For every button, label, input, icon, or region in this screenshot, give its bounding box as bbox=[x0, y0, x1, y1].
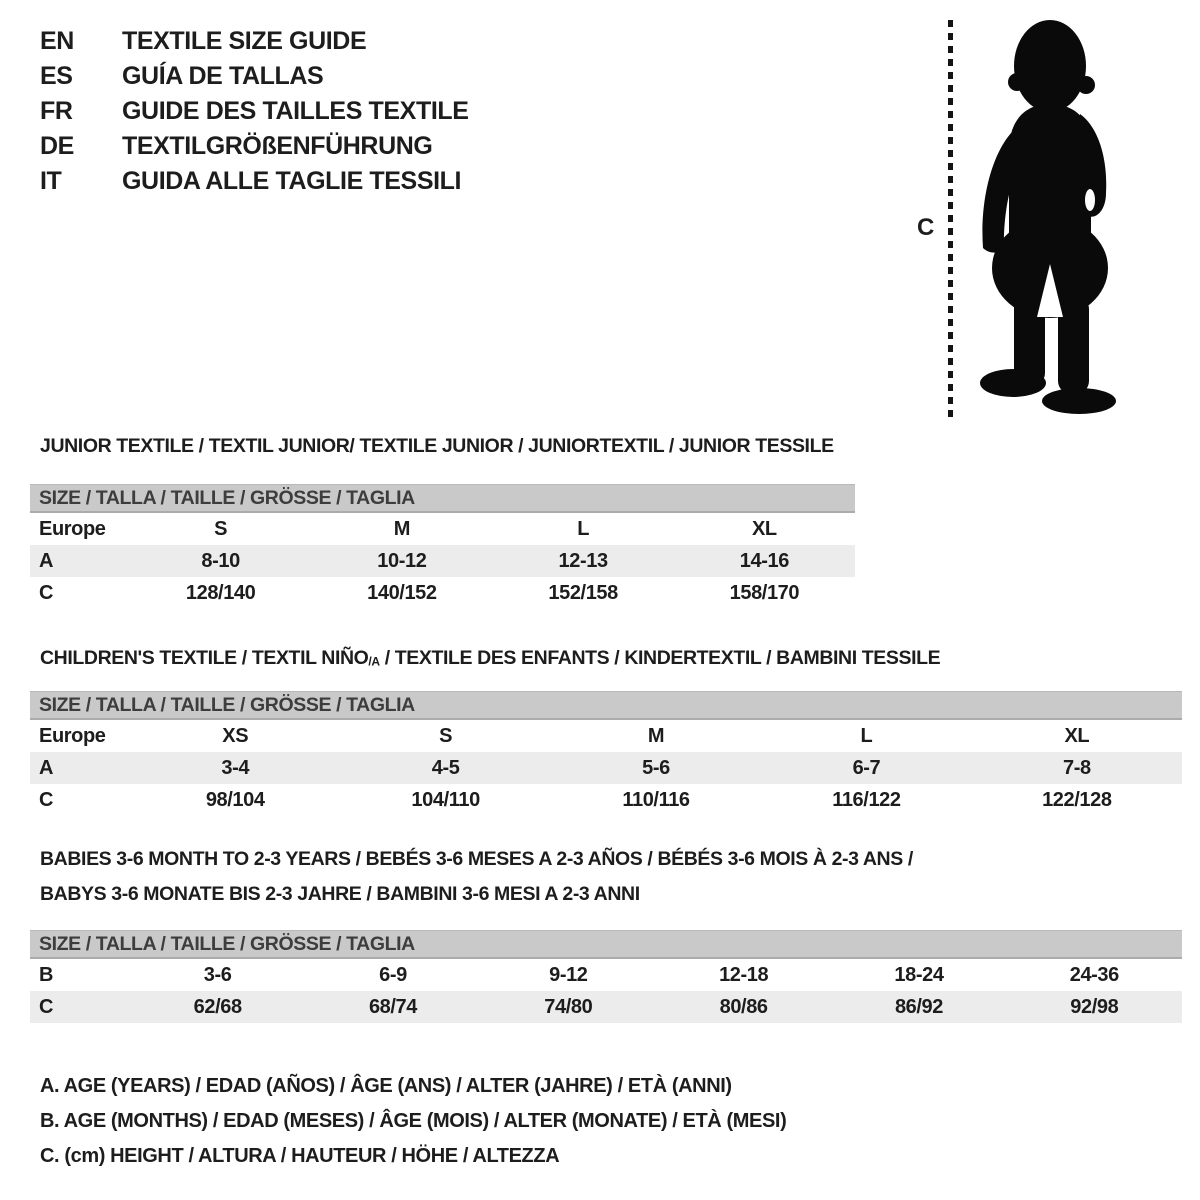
table-row bbox=[30, 577, 855, 609]
height-figure bbox=[915, 16, 1195, 426]
size-cell: 24-36 bbox=[1069, 963, 1119, 986]
table-row bbox=[30, 752, 1182, 784]
size-cell: 14-16 bbox=[739, 549, 789, 572]
table-row bbox=[30, 991, 1182, 1023]
size-cell: M bbox=[647, 724, 665, 747]
babies-title-line-2: BABYS 3-6 MONATE BIS 2-3 JAHRE / BAMBINI 3-6 MESI A 2-3 ANNI bbox=[40, 883, 640, 905]
language-row bbox=[40, 129, 469, 164]
language-title: TEXTILE SIZE GUIDE bbox=[122, 27, 367, 55]
size-cell: L bbox=[860, 724, 873, 747]
size-cell: 8-10 bbox=[201, 549, 240, 572]
row-label: B bbox=[39, 963, 54, 986]
size-cell: XS bbox=[222, 724, 249, 747]
row-label: Europe bbox=[39, 517, 106, 540]
size-cell: 62/68 bbox=[193, 995, 242, 1018]
size-cell: 3-4 bbox=[221, 756, 250, 779]
size-cell: XL bbox=[1064, 724, 1090, 747]
table-row bbox=[30, 720, 1182, 752]
babies-section-title bbox=[40, 842, 913, 912]
size-cell: 7-8 bbox=[1062, 756, 1091, 779]
size-cell: 152/158 bbox=[548, 581, 618, 604]
size-cell: 4-5 bbox=[431, 756, 460, 779]
size-cell: 6-7 bbox=[852, 756, 881, 779]
legend bbox=[40, 1069, 786, 1174]
height-measure-label: C bbox=[917, 214, 934, 241]
size-cell: 104/110 bbox=[411, 788, 480, 811]
language-title: GUIDA ALLE TAGLIE TESSILI bbox=[122, 167, 462, 195]
babies-title-line-1: BABIES 3-6 MONTH TO 2-3 YEARS / BEBÉS 3-6 MESES A 2-3 AÑOS / BÉBÉS 3-6 MOIS À 2-3 ANS / bbox=[40, 848, 913, 870]
table-row bbox=[30, 513, 855, 545]
size-cell: 9-12 bbox=[549, 963, 588, 986]
children-section-title: CHILDREN'S TEXTILE / TEXTIL NIÑO/A / TEXTILE DES ENFANTS / KINDERTEXTIL / BAMBINI TESSILE bbox=[40, 647, 941, 669]
table-row bbox=[30, 959, 1182, 991]
size-cell: M bbox=[393, 517, 410, 540]
toddler-silhouette-icon bbox=[967, 16, 1137, 416]
legend-line-a: A. AGE (YEARS) / EDAD (AÑOS) / ÂGE (ANS) / ALTER (JAHRE) / ETÀ (ANNI) bbox=[40, 1075, 732, 1097]
size-cell: 92/98 bbox=[1070, 995, 1119, 1018]
language-title: TEXTILGRÖßENFÜHRUNG bbox=[122, 132, 433, 160]
table-row bbox=[30, 545, 855, 577]
size-cell: 116/122 bbox=[832, 788, 901, 811]
size-cell: S bbox=[439, 724, 453, 747]
language-code: DE bbox=[40, 132, 74, 160]
babies-size-table bbox=[30, 930, 1182, 1023]
size-cell: 74/80 bbox=[544, 995, 593, 1018]
row-label: C bbox=[39, 995, 54, 1018]
size-header-bar: SIZE / TALLA / TAILLE / GRÖSSE / TAGLIA bbox=[30, 484, 855, 513]
row-label: C bbox=[39, 788, 54, 811]
language-title: GUIDE DES TAILLES TEXTILE bbox=[122, 97, 469, 125]
size-cell: 86/92 bbox=[894, 995, 943, 1018]
size-cell: 18-24 bbox=[894, 963, 944, 986]
row-label: A bbox=[39, 549, 54, 572]
size-cell: 12-13 bbox=[558, 549, 608, 572]
language-row bbox=[40, 164, 469, 199]
language-code: FR bbox=[40, 97, 73, 125]
size-cell: 122/128 bbox=[1042, 788, 1112, 811]
junior-section-title: JUNIOR TEXTILE / TEXTIL JUNIOR/ TEXTILE JUNIOR / JUNIORTEXTIL / JUNIOR TESSILE bbox=[40, 435, 834, 457]
size-cell: 98/104 bbox=[205, 788, 265, 811]
table-row bbox=[30, 784, 1182, 816]
language-row bbox=[40, 24, 469, 59]
size-cell: 158/170 bbox=[729, 581, 800, 604]
legend-line-b: B. AGE (MONTHS) / EDAD (MESES) / ÂGE (MOIS) / ALTER (MONATE) / ETÀ (MESI) bbox=[40, 1110, 787, 1132]
size-cell: 3-6 bbox=[203, 963, 232, 986]
size-cell: 80/86 bbox=[719, 995, 768, 1018]
size-cell: 12-18 bbox=[719, 963, 769, 986]
junior-size-table bbox=[30, 484, 855, 609]
language-row bbox=[40, 94, 469, 129]
language-title-block bbox=[40, 24, 469, 199]
size-cell: L bbox=[577, 517, 590, 540]
size-cell: S bbox=[214, 517, 228, 540]
size-cell: 140/152 bbox=[367, 581, 437, 604]
size-cell: XL bbox=[751, 517, 777, 540]
language-row bbox=[40, 59, 469, 94]
row-label: A bbox=[39, 756, 54, 779]
legend-line-c: C. (cm) HEIGHT / ALTURA / HAUTEUR / HÖHE / ALTEZZA bbox=[40, 1145, 560, 1167]
size-header-bar: SIZE / TALLA / TAILLE / GRÖSSE / TAGLIA bbox=[30, 930, 1182, 959]
language-title: GUÍA DE TALLAS bbox=[122, 62, 324, 90]
size-cell: 10-12 bbox=[377, 549, 427, 572]
height-measure-line bbox=[948, 20, 953, 420]
size-cell: 6-9 bbox=[379, 963, 407, 986]
row-label: Europe bbox=[39, 724, 106, 747]
language-code: EN bbox=[40, 27, 74, 55]
language-code: IT bbox=[40, 167, 62, 195]
size-cell: 110/116 bbox=[622, 788, 690, 811]
row-label: C bbox=[39, 581, 54, 604]
size-header-bar: SIZE / TALLA / TAILLE / GRÖSSE / TAGLIA bbox=[30, 691, 1182, 720]
size-cell: 128/140 bbox=[185, 581, 256, 604]
size-cell: 68/74 bbox=[368, 995, 418, 1018]
children-size-table bbox=[30, 691, 1182, 816]
language-code: ES bbox=[40, 62, 73, 90]
size-cell: 5-6 bbox=[642, 756, 670, 779]
